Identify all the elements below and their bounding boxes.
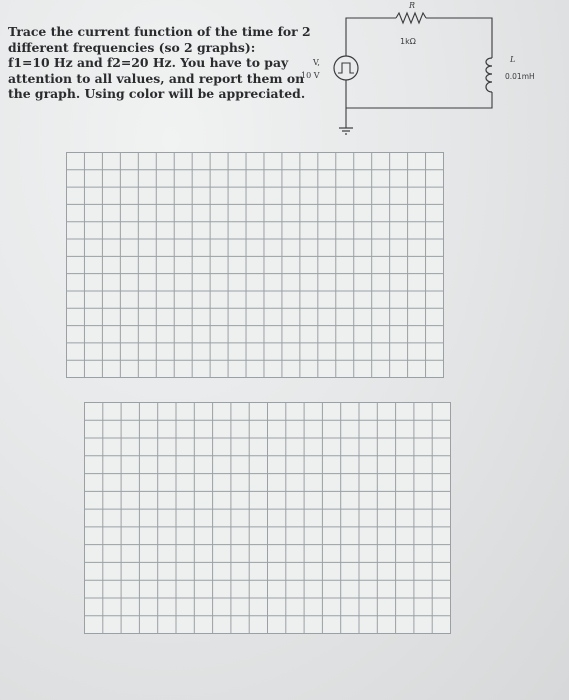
square-wave-icon [338,63,354,73]
source-symbol: V, [313,58,320,67]
rl-circuit-diagram [0,0,569,160]
inductor-value: 0.01mH [505,72,535,81]
prompt-line-2: different frequencies (so 2 graphs): [8,39,256,55]
ground-icon [339,128,353,134]
circuit-wire [346,18,492,128]
prompt-line-5: the graph. Using color will be appreciated. [8,86,306,102]
grid-lines [66,152,444,378]
pulse-source-icon [334,56,358,80]
source-value: 10 V [301,71,320,80]
inductor-icon [486,58,492,92]
resistor-icon [396,13,426,23]
prompt-line-4: attention to all values, and report them on [8,70,305,86]
inductor-symbol: L [510,55,516,64]
grid-lines [84,402,451,634]
grid-background [66,152,444,378]
prompt-line-3: f1=10 Hz and f2=20 Hz. You have to pay [8,55,289,71]
resistor-value: 1kΩ [400,37,416,46]
graph-paper-1[interactable] [66,152,444,378]
prompt-line-1: Trace the current function of the time for 2 [8,24,311,39]
resistor-symbol: R [409,1,416,10]
graph-paper-2[interactable] [84,402,451,634]
